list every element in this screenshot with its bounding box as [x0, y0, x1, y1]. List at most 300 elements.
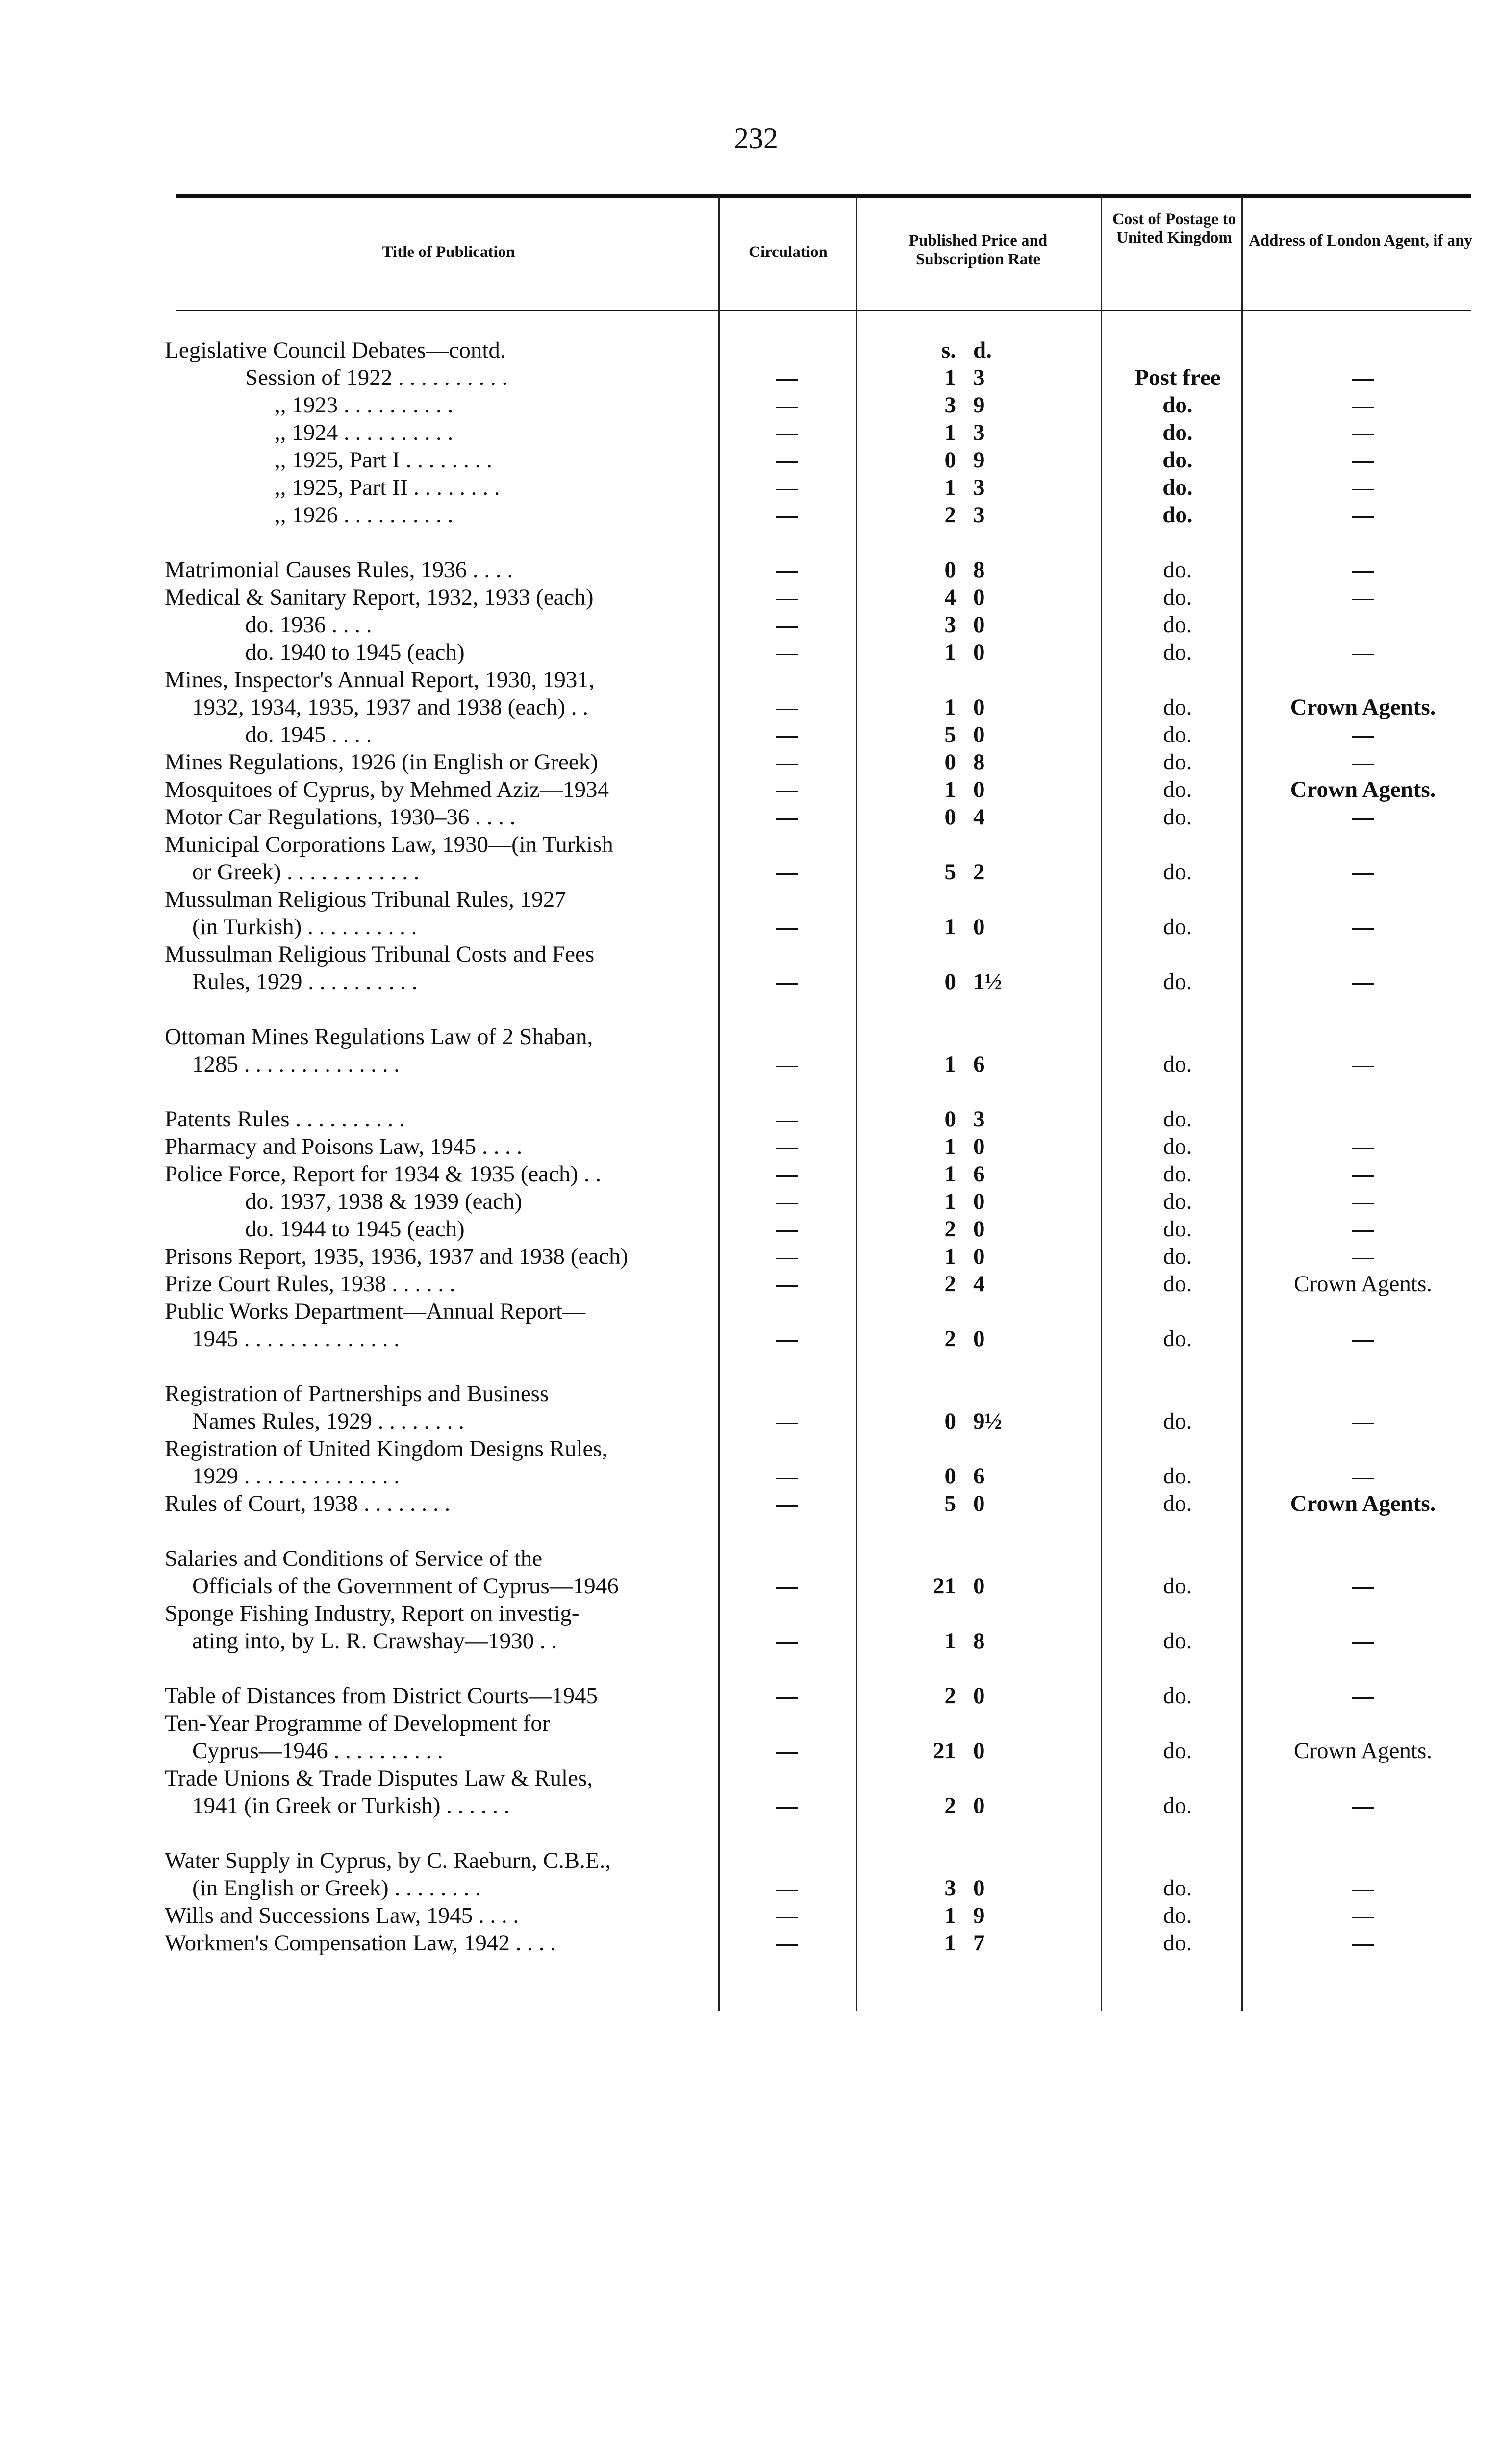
price-pence: 9 — [973, 447, 985, 473]
circulation-cell — [762, 1270, 811, 1298]
publication-title: do. 1944 to 1945 (each) — [245, 1216, 465, 1242]
postage-cell: Post free — [1134, 365, 1221, 390]
dash-mark — [776, 1642, 798, 1644]
dash-mark — [776, 599, 798, 600]
price-shillings: 0 — [944, 1463, 956, 1489]
publication-title: Rules, 1929 . . . . . . . . . . — [192, 969, 418, 995]
publication-title: Ten-Year Programme of Development for — [165, 1711, 550, 1736]
postage-cell: do. — [1163, 1573, 1192, 1599]
publication-title: Municipal Corporations Law, 1930—(in Turkish — [165, 832, 613, 857]
publication-title: ,, 1924 . . . . . . . . . . — [275, 420, 454, 445]
publication-title: 1941 (in Greek or Turkish) . . . . . . — [192, 1793, 510, 1818]
dash-mark — [1352, 1807, 1374, 1809]
dash-mark — [1352, 1642, 1374, 1644]
agent-cell — [1253, 1682, 1473, 1710]
circulation-cell — [762, 968, 811, 996]
dash-mark — [1352, 654, 1374, 655]
postage-cell: do. — [1163, 749, 1192, 775]
price-pence: 0 — [973, 1875, 985, 1901]
dash-mark — [1352, 764, 1374, 765]
postage-cell: do. — [1163, 1491, 1192, 1516]
circulation-cell — [762, 1325, 811, 1353]
price-pence: 0 — [973, 1738, 985, 1763]
postage-cell: do. — [1162, 420, 1193, 445]
price-shillings: 1 — [944, 1161, 956, 1187]
price-pence: 9½ — [973, 1408, 1002, 1434]
price-pence: 0 — [973, 722, 985, 747]
price-pence: 3 — [973, 1106, 985, 1132]
agent-cell — [1253, 1462, 1473, 1490]
publication-title: Mosquitoes of Cyprus, by Mehmed Aziz—1934 — [165, 777, 609, 802]
circulation-cell — [762, 721, 811, 748]
dash-mark — [1352, 1340, 1374, 1342]
price-pence: 0 — [973, 1244, 985, 1269]
publication-title: Workmen's Compensation Law, 1942 . . . . — [165, 1930, 556, 1956]
agent-cell — [1253, 1215, 1473, 1243]
publication-title: Names Rules, 1929 . . . . . . . . — [192, 1408, 464, 1434]
dash-mark — [776, 1917, 798, 1918]
price-shillings: 0 — [944, 749, 956, 775]
circulation-cell — [762, 803, 811, 831]
publication-title: Mussulman Religious Tribunal Rules, 1927 — [165, 887, 566, 912]
price-shillings: 0 — [944, 447, 956, 473]
agent-cell — [1253, 1325, 1473, 1353]
dash-mark — [776, 1066, 798, 1067]
price-shillings: 2 — [944, 502, 956, 528]
price-shillings: 1 — [944, 1244, 956, 1269]
publication-title: Mines Regulations, 1926 (in English or Greek) — [165, 749, 598, 775]
publication-title: Pharmacy and Poisons Law, 1945 . . . . — [165, 1134, 523, 1159]
price-shillings: 21 — [933, 1738, 956, 1763]
circulation-cell — [762, 748, 811, 776]
publication-title: Trade Unions & Trade Disputes Law & Rules, — [165, 1765, 593, 1791]
postage-cell: do. — [1162, 502, 1193, 528]
postage-cell: do. — [1163, 1244, 1192, 1269]
circulation-cell — [762, 1490, 811, 1517]
postage-cell: do. — [1163, 1793, 1192, 1818]
circulation-cell — [762, 913, 811, 941]
price-shillings: 5 — [944, 859, 956, 885]
circulation-cell — [762, 584, 811, 611]
price-shillings: 1 — [944, 1903, 956, 1928]
dash-mark — [776, 1203, 798, 1204]
price-pence: 0 — [973, 914, 985, 940]
postage-cell: do. — [1163, 1189, 1192, 1214]
agent-cell — [1253, 858, 1473, 886]
dash-mark — [1352, 983, 1374, 985]
price-pence: 4 — [973, 1271, 985, 1297]
publication-title: 1285 . . . . . . . . . . . . . . — [192, 1051, 400, 1077]
dash-mark — [1352, 1175, 1374, 1177]
dash-mark — [776, 983, 798, 985]
publication-title: Sponge Fishing Industry, Report on investig- — [165, 1601, 580, 1626]
postage-cell: do. — [1163, 1271, 1192, 1297]
price-pence: 6 — [973, 1463, 985, 1489]
circulation-cell — [762, 474, 811, 501]
dash-mark — [776, 1423, 798, 1424]
publication-title: do. 1937, 1938 & 1939 (each) — [245, 1189, 523, 1214]
agent-cell — [1253, 968, 1473, 996]
circulation-cell — [762, 501, 811, 529]
agent-cell — [1253, 1407, 1473, 1435]
price-pence: 6 — [973, 1161, 985, 1187]
publication-title: do. 1936 . . . . — [245, 612, 372, 638]
agent-cell-crown-agents: Crown Agents. — [1290, 694, 1436, 720]
dash-mark — [776, 1752, 798, 1754]
agent-cell — [1253, 501, 1473, 529]
agent-cell — [1253, 1792, 1473, 1819]
circulation-cell — [762, 1105, 811, 1133]
postage-cell: do. — [1163, 1683, 1192, 1709]
circulation-cell — [762, 1572, 811, 1600]
agent-cell — [1253, 364, 1473, 391]
publication-title: 1929 . . . . . . . . . . . . . . — [192, 1463, 400, 1489]
price-pence: 2 — [973, 859, 985, 885]
publication-title: Cyprus—1946 . . . . . . . . . . — [192, 1738, 443, 1763]
circulation-cell — [762, 1050, 811, 1078]
price-pence: 0 — [973, 639, 985, 665]
price-shillings: 0 — [944, 804, 956, 830]
price-pence: 3 — [973, 502, 985, 528]
publication-title: Mines, Inspector's Annual Report, 1930, 1931, — [165, 667, 595, 692]
postage-cell: do. — [1163, 1161, 1192, 1187]
price-shillings: 4 — [944, 585, 956, 610]
price-shillings: 2 — [944, 1326, 956, 1352]
agent-cell — [1253, 1929, 1473, 1957]
dash-mark — [1352, 516, 1374, 518]
dash-mark — [776, 1697, 798, 1699]
price-shillings: 1 — [944, 914, 956, 940]
agent-cell — [1253, 1050, 1473, 1078]
price-shillings: 2 — [944, 1216, 956, 1242]
price-pence: 0 — [973, 1491, 985, 1516]
dash-mark — [1352, 928, 1374, 930]
price-pence: 0 — [973, 777, 985, 802]
price-shillings: 0 — [944, 969, 956, 995]
price-shillings: 2 — [944, 1793, 956, 1818]
price-shillings: 1 — [944, 639, 956, 665]
dash-mark — [776, 1807, 798, 1809]
price-pence: 4 — [973, 804, 985, 830]
postage-cell: do. — [1163, 694, 1192, 720]
price-pence: 1½ — [973, 969, 1002, 995]
postage-cell: do. — [1163, 612, 1192, 638]
postage-cell: do. — [1163, 1463, 1192, 1489]
agent-cell — [1253, 1874, 1473, 1902]
price-pence: 0 — [973, 1326, 985, 1352]
dash-mark — [776, 1505, 798, 1507]
price-shillings: 1 — [944, 475, 956, 500]
agent-cell — [1253, 1902, 1473, 1929]
dash-mark — [1352, 1423, 1374, 1424]
publication-title: ,, 1926 . . . . . . . . . . — [275, 502, 454, 528]
dash-mark — [1352, 873, 1374, 875]
header-agent: Address of London Agent, if any — [1249, 232, 1472, 250]
price-pence: 0 — [973, 1216, 985, 1242]
publication-title: Registration of United Kingdom Designs Rules, — [165, 1436, 608, 1461]
circulation-cell — [762, 1215, 811, 1243]
dash-mark — [776, 461, 798, 463]
agent-cell — [1253, 748, 1473, 776]
publication-title: Wills and Successions Law, 1945 . . . . — [165, 1903, 519, 1928]
postage-cell: do. — [1163, 1106, 1192, 1132]
agent-cell — [1253, 419, 1473, 446]
dash-mark — [1352, 1587, 1374, 1589]
header-price: Published Price and Subscription Rate — [908, 232, 1048, 268]
dash-mark — [1352, 1258, 1374, 1259]
postage-cell: do. — [1163, 1216, 1192, 1242]
dash-mark — [776, 434, 798, 435]
publication-title: Prisons Report, 1935, 1936, 1937 and 1938 (each) — [165, 1244, 629, 1269]
circulation-cell — [762, 1243, 811, 1270]
dash-mark — [776, 489, 798, 490]
dash-mark — [1352, 489, 1374, 490]
dash-mark — [776, 1478, 798, 1479]
publication-title: Patents Rules . . . . . . . . . . — [165, 1106, 405, 1132]
publication-title: do. 1945 . . . . — [245, 722, 372, 747]
agent-cell — [1253, 1243, 1473, 1270]
price-pence: 0 — [973, 612, 985, 638]
circulation-cell — [762, 1462, 811, 1490]
postage-cell: do. — [1163, 1875, 1192, 1901]
price-shillings: 1 — [944, 694, 956, 720]
dash-mark — [776, 379, 798, 381]
price-pence: 9 — [973, 392, 985, 418]
dash-mark — [1352, 571, 1374, 573]
price-pence: 6 — [973, 1051, 985, 1077]
dash-mark — [1352, 407, 1374, 408]
circulation-cell — [762, 639, 811, 666]
postage-cell: do. — [1163, 859, 1192, 885]
postage-cell: do. — [1163, 1051, 1192, 1077]
dash-mark — [776, 1230, 798, 1232]
publication-title: Table of Distances from District Courts—1945 — [165, 1683, 598, 1709]
publication-title: (in Turkish) . . . . . . . . . . — [192, 914, 417, 940]
price-pence: 8 — [973, 1628, 985, 1654]
circulation-cell — [762, 776, 811, 803]
agent-cell-crown-agents: Crown Agents. — [1290, 1491, 1436, 1516]
postage-cell: do. — [1163, 1408, 1192, 1434]
postage-cell: do. — [1162, 475, 1193, 500]
dash-mark — [776, 407, 798, 408]
postage-cell: do. — [1163, 557, 1192, 583]
agent-cell-crown-agents: Crown Agents. — [1294, 1271, 1432, 1297]
dash-mark — [776, 1587, 798, 1589]
dash-mark — [776, 1944, 798, 1946]
agent-cell — [1253, 1160, 1473, 1188]
postage-cell: do. — [1163, 722, 1192, 747]
postage-cell: do. — [1162, 447, 1193, 473]
publication-title: Public Works Department—Annual Report— — [165, 1299, 586, 1324]
price-shillings: 0 — [944, 557, 956, 583]
dash-mark — [1352, 736, 1374, 738]
agent-cell — [1253, 556, 1473, 584]
publication-title: ,, 1925, Part II . . . . . . . . — [275, 475, 500, 500]
circulation-cell — [762, 1682, 811, 1710]
agent-cell — [1253, 446, 1473, 474]
page-number: 232 — [734, 122, 778, 154]
price-shillings: 1 — [944, 777, 956, 802]
circulation-cell — [762, 1737, 811, 1764]
circulation-cell — [762, 364, 811, 391]
dash-mark — [1352, 1944, 1374, 1946]
agent-cell-crown-agents: Crown Agents. — [1290, 777, 1436, 802]
circulation-cell — [762, 446, 811, 474]
dash-mark — [1352, 1890, 1374, 1891]
dash-mark — [1352, 1697, 1374, 1699]
price-pence: 3 — [973, 475, 985, 500]
publication-title: Mussulman Religious Tribunal Costs and Fees — [165, 942, 595, 967]
postage-cell: do. — [1163, 1628, 1192, 1654]
dash-mark — [776, 1175, 798, 1177]
postage-cell: do. — [1163, 914, 1192, 940]
dash-mark — [1352, 1230, 1374, 1232]
publication-title: ,, 1923 . . . . . . . . . . — [275, 392, 454, 418]
price-pence: 0 — [973, 1793, 985, 1818]
postage-cell: do. — [1163, 969, 1192, 995]
publication-title: ating into, by L. R. Crawshay—1930 . . — [192, 1628, 557, 1654]
agent-cell — [1253, 584, 1473, 611]
dash-mark — [1352, 1148, 1374, 1149]
circulation-cell — [762, 1902, 811, 1929]
price-pence: 9 — [973, 1903, 985, 1928]
price-shillings: 3 — [944, 612, 956, 638]
publication-title: Salaries and Conditions of Service of the — [165, 1546, 543, 1571]
dash-mark — [776, 764, 798, 765]
price-shillings: 1 — [944, 1930, 956, 1956]
header-postage: Cost of Postage to United Kingdom — [1112, 210, 1236, 247]
agent-cell — [1253, 474, 1473, 501]
publication-title: Matrimonial Causes Rules, 1936 . . . . — [165, 557, 513, 583]
postage-cell: do. — [1163, 1134, 1192, 1159]
price-shillings: 5 — [944, 722, 956, 747]
price-shillings: 1 — [944, 1628, 956, 1654]
dash-mark — [776, 1285, 798, 1287]
agent-cell — [1253, 913, 1473, 941]
dash-mark — [776, 571, 798, 573]
dash-mark — [1352, 1203, 1374, 1204]
price-shillings: 1 — [944, 365, 956, 390]
circulation-cell — [762, 858, 811, 886]
publication-title: 1932, 1934, 1935, 1937 and 1938 (each) . . — [192, 694, 588, 720]
publication-title: Ottoman Mines Regulations Law of 2 Shaban, — [165, 1024, 593, 1049]
dash-mark — [1352, 379, 1374, 381]
price-shillings: 2 — [944, 1683, 956, 1709]
postage-cell: do. — [1163, 1903, 1192, 1928]
dash-mark — [776, 818, 798, 820]
publication-title: Legislative Council Debates—contd. — [165, 337, 506, 363]
dash-mark — [776, 873, 798, 875]
currency-s-label: s. — [941, 337, 956, 363]
price-pence: 0 — [973, 1683, 985, 1709]
dash-mark — [776, 1121, 798, 1122]
price-shillings: 1 — [944, 1051, 956, 1077]
publication-title: Medical & Sanitary Report, 1932, 1933 (each) — [165, 585, 594, 610]
publication-title: 1945 . . . . . . . . . . . . . . — [192, 1326, 400, 1352]
dash-mark — [1352, 1917, 1374, 1918]
publication-title: (in English or Greek) . . . . . . . . — [192, 1875, 481, 1901]
price-pence: 0 — [973, 1134, 985, 1159]
publication-title: do. 1940 to 1945 (each) — [245, 639, 465, 665]
publication-title: Motor Car Regulations, 1930–36 . . . . — [165, 804, 516, 830]
publication-title: Registration of Partnerships and Business — [165, 1381, 549, 1406]
postage-cell: do. — [1163, 1930, 1192, 1956]
circulation-cell — [762, 1407, 811, 1435]
agent-cell — [1253, 391, 1473, 419]
dash-mark — [1352, 1066, 1374, 1067]
price-pence: 0 — [973, 1573, 985, 1599]
price-pence: 8 — [973, 557, 985, 583]
publication-title: ,, 1925, Part I . . . . . . . . — [275, 447, 492, 473]
dash-mark — [776, 1148, 798, 1149]
price-pence: 7 — [973, 1930, 985, 1956]
price-pence: 0 — [973, 694, 985, 720]
price-shillings: 1 — [944, 1134, 956, 1159]
agent-cell-crown-agents: Crown Agents. — [1294, 1738, 1432, 1763]
dash-mark — [1352, 434, 1374, 435]
circulation-cell — [762, 391, 811, 419]
price-shillings: 2 — [944, 1271, 956, 1297]
dash-mark — [776, 791, 798, 792]
publication-title: Water Supply in Cyprus, by C. Raeburn, C.B.E., — [165, 1848, 611, 1873]
agent-cell — [1253, 1572, 1473, 1600]
postage-cell: do. — [1163, 1738, 1192, 1763]
price-shillings: 5 — [944, 1491, 956, 1516]
agent-cell — [1253, 1188, 1473, 1215]
postage-cell: do. — [1163, 1326, 1192, 1352]
price-shillings: 1 — [944, 1189, 956, 1214]
dash-mark — [1352, 461, 1374, 463]
agent-cell — [1253, 721, 1473, 748]
dash-mark — [776, 626, 798, 628]
agent-cell — [1253, 1133, 1473, 1160]
price-pence: 0 — [973, 1189, 985, 1214]
price-shillings: 21 — [933, 1573, 956, 1599]
dash-mark — [776, 709, 798, 710]
circulation-cell — [762, 693, 811, 721]
currency-d-label: d. — [973, 337, 992, 363]
circulation-cell — [762, 611, 811, 639]
header-circulation: Circulation — [749, 243, 828, 261]
circulation-cell — [762, 1188, 811, 1215]
dash-mark — [776, 1340, 798, 1342]
price-pence: 8 — [973, 749, 985, 775]
dash-mark — [776, 1890, 798, 1891]
dash-mark — [1352, 818, 1374, 820]
dash-mark — [776, 654, 798, 655]
dash-mark — [776, 516, 798, 518]
publication-title: Session of 1922 . . . . . . . . . . — [245, 365, 508, 390]
publication-title: Officials of the Government of Cyprus—1946 — [192, 1573, 619, 1599]
price-shillings: 3 — [944, 392, 956, 418]
circulation-cell — [762, 556, 811, 584]
postage-cell: do. — [1163, 777, 1192, 802]
circulation-cell — [762, 1133, 811, 1160]
agent-cell — [1253, 1627, 1473, 1655]
publication-title: Rules of Court, 1938 . . . . . . . . — [165, 1491, 451, 1516]
publication-title: or Greek) . . . . . . . . . . . . — [192, 859, 420, 885]
dash-mark — [1352, 1478, 1374, 1479]
dash-mark — [776, 1258, 798, 1259]
price-shillings: 0 — [944, 1408, 956, 1434]
price-pence: 3 — [973, 420, 985, 445]
circulation-cell — [762, 419, 811, 446]
dash-mark — [776, 736, 798, 738]
price-shillings: 3 — [944, 1875, 956, 1901]
postage-cell: do. — [1162, 392, 1193, 418]
circulation-cell — [762, 1792, 811, 1819]
dash-mark — [776, 928, 798, 930]
